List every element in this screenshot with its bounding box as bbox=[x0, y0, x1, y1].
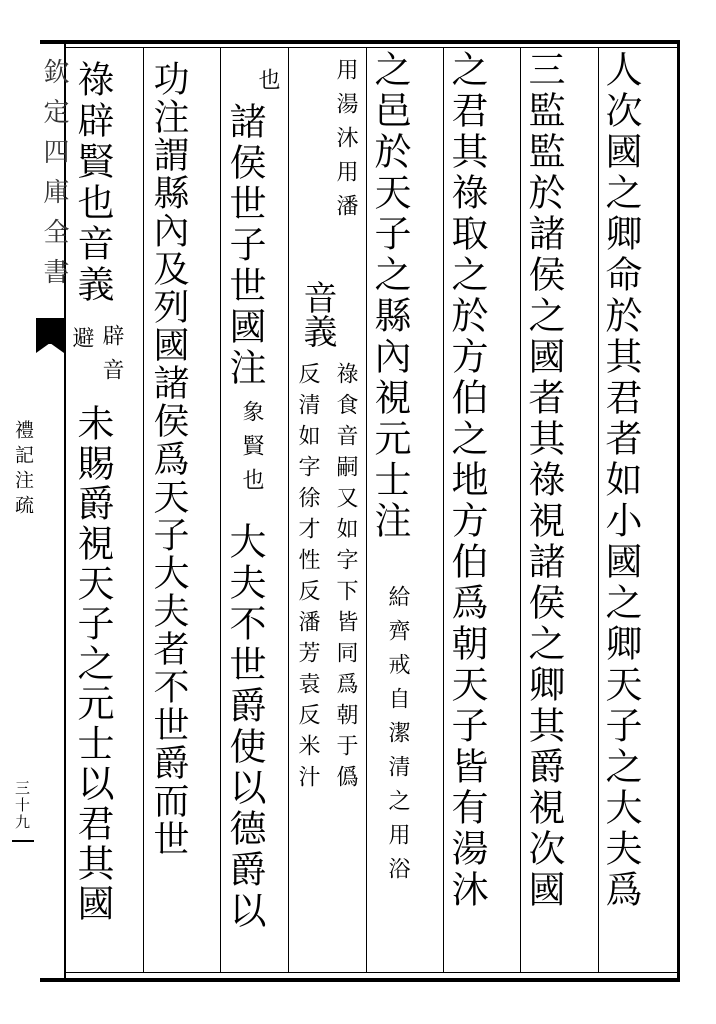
text-column-4: 之邑於天子之縣內視元士注 bbox=[368, 50, 411, 542]
column-divider bbox=[366, 48, 367, 972]
page-number-rule bbox=[12, 840, 34, 842]
right-border bbox=[677, 40, 680, 982]
commentary-line: 反清如字徐才性反潘芳袁反米汁 bbox=[295, 362, 320, 796]
commentary-line: 象賢也 bbox=[239, 400, 264, 502]
text-column-2: 三監監於諸侯之國者其祿視諸侯之卿其爵視次國 bbox=[522, 50, 565, 911]
column-divider bbox=[220, 48, 221, 972]
fishtail-mark-notch bbox=[36, 343, 64, 353]
commentary-line: 用湯沐用潘 bbox=[333, 58, 358, 228]
text-column-3: 之君其祿取之於方伯之地方伯爲朝天子皆有湯沐 bbox=[445, 50, 488, 911]
column-divider bbox=[288, 48, 289, 972]
commentary-line: 給齊戒自潔清之用浴 bbox=[385, 585, 410, 891]
text-column-6: 諸侯世子世國注 bbox=[223, 102, 266, 389]
commentary-line: 避 bbox=[69, 326, 94, 360]
text-column-1: 人次國之卿命於其君者如小國之卿天子之大夫爲 bbox=[599, 50, 642, 911]
column-divider bbox=[443, 48, 444, 972]
commentary-line: 辟音 bbox=[99, 324, 124, 392]
top-border bbox=[40, 40, 680, 44]
bottom-border bbox=[40, 978, 680, 982]
text-column-6b: 大夫不世爵使以德爵以 bbox=[223, 522, 266, 932]
text-column-5: 音義 bbox=[297, 280, 337, 348]
commentary-line: 祿食音嗣又如字下皆同爲朝于僞 bbox=[333, 362, 358, 796]
column-divider bbox=[143, 48, 144, 972]
text-column-7: 功注謂縣內及列國諸侯爲天子大夫者不世爵而世 bbox=[148, 60, 189, 858]
book-title: 禮記注疏 bbox=[12, 420, 34, 520]
fishtail-mark bbox=[36, 318, 64, 344]
text-column-8: 祿辟賢也音義 bbox=[71, 60, 114, 306]
top-border-inner bbox=[64, 47, 680, 48]
commentary-line: 也 bbox=[255, 68, 280, 102]
library-title: 欽定四庫全書 bbox=[39, 58, 69, 298]
page-number: 三十九 bbox=[13, 780, 31, 831]
text-column-8b: 未賜爵視天子之元士以君其國 bbox=[71, 404, 114, 924]
column-divider bbox=[520, 48, 521, 972]
bottom-border-inner bbox=[64, 972, 680, 973]
